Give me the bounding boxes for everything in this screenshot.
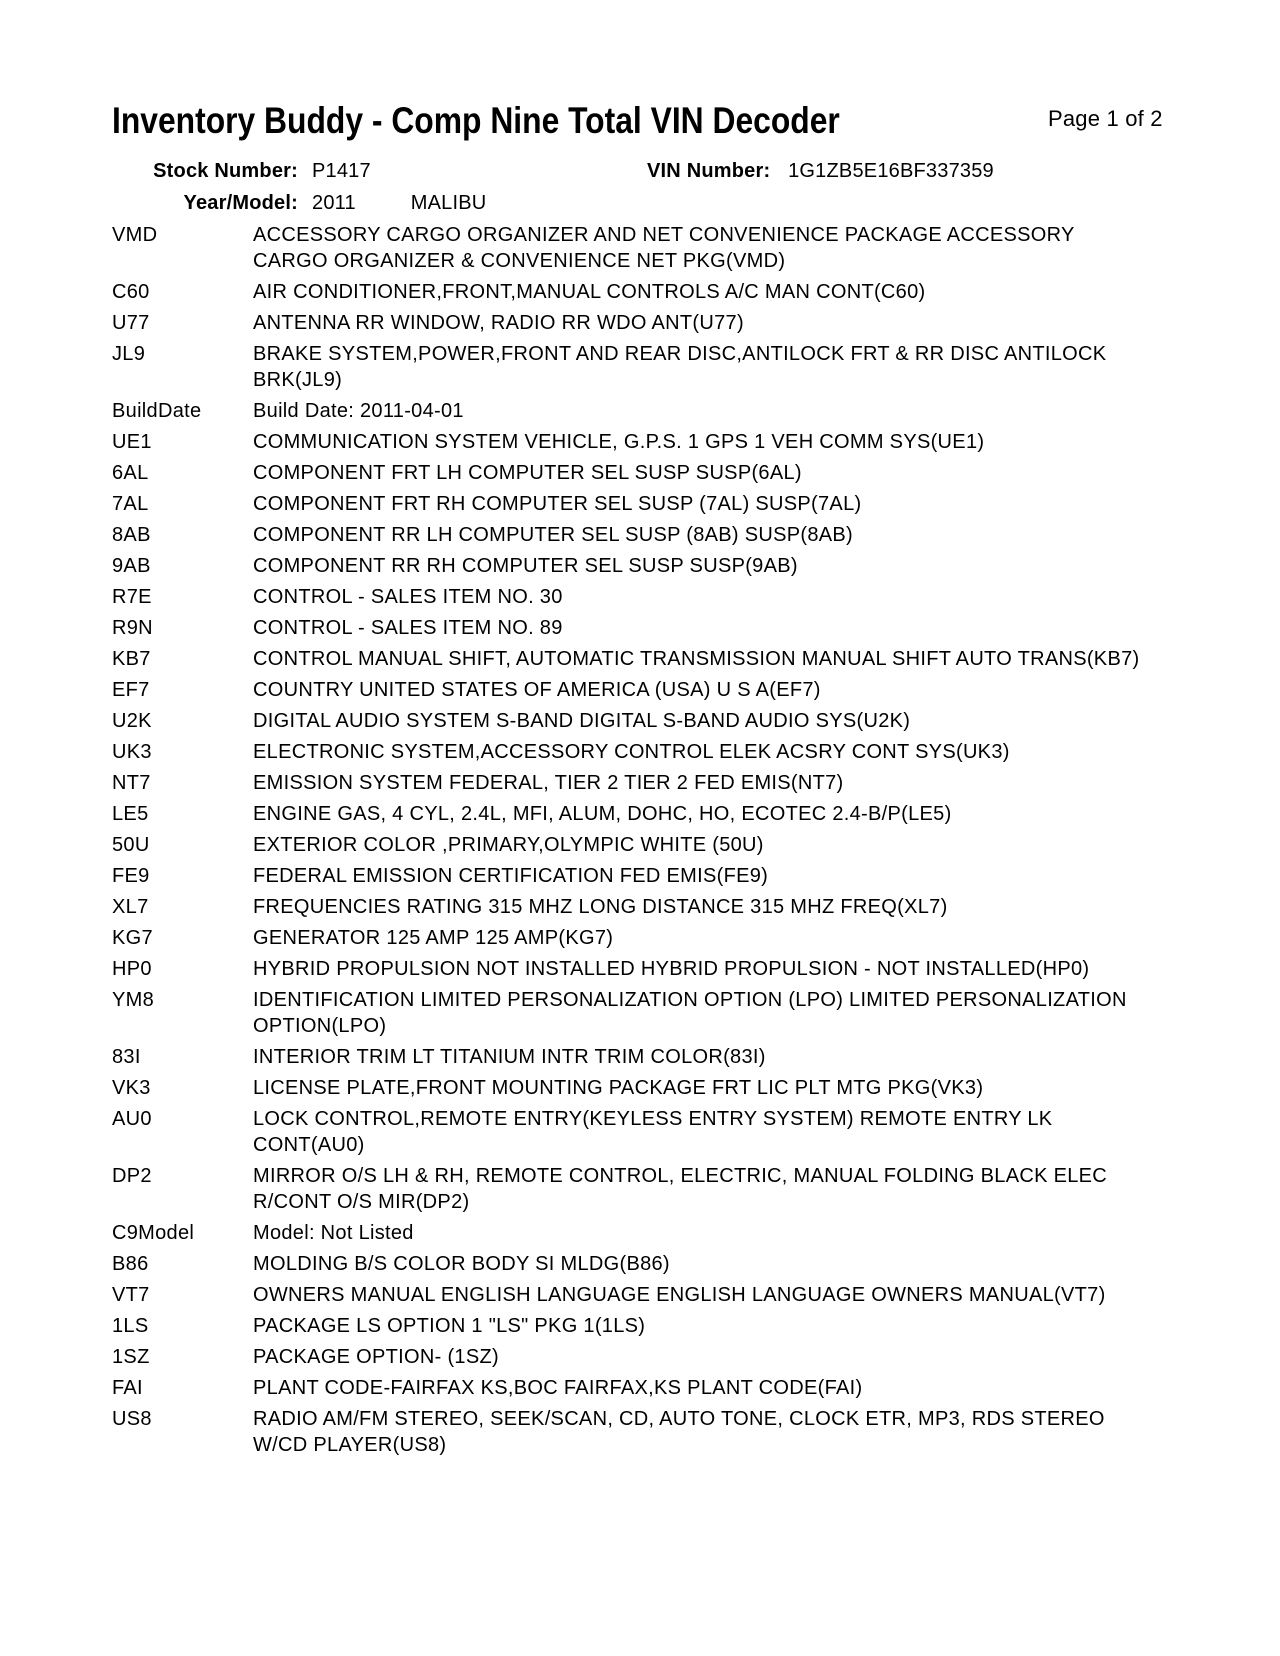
option-code: KB7 xyxy=(112,648,151,670)
vin-group xyxy=(647,158,994,184)
option-row xyxy=(112,894,1143,920)
option-code: U2K xyxy=(112,710,152,732)
option-code: 7AL xyxy=(112,493,149,515)
option-code: R9N xyxy=(112,617,153,639)
vin-label: VIN Number: xyxy=(647,160,771,182)
option-code: 1LS xyxy=(112,1315,149,1337)
option-description: ANTENNA RR WINDOW, RADIO RR WDO ANT(U77) xyxy=(253,312,744,334)
option-row xyxy=(112,1075,1143,1101)
option-row xyxy=(112,925,1143,951)
option-row xyxy=(112,310,1143,336)
option-description: LOCK CONTROL,REMOTE ENTRY(KEYLESS ENTRY SYSTEM) REMOTE ENTRY LK CONT(AU0) xyxy=(253,1108,1053,1156)
option-row xyxy=(112,770,1143,796)
option-code: 6AL xyxy=(112,462,149,484)
option-code: FE9 xyxy=(112,865,150,887)
option-description: GENERATOR 125 AMP 125 AMP(KG7) xyxy=(253,927,614,949)
option-code: B86 xyxy=(112,1253,149,1275)
option-code: U77 xyxy=(112,312,150,334)
option-row xyxy=(112,1044,1143,1070)
vin-value: 1G1ZB5E16BF337359 xyxy=(788,160,994,182)
option-row xyxy=(112,341,1143,393)
option-code: EF7 xyxy=(112,679,150,701)
option-code: 50U xyxy=(112,834,150,856)
option-description: LICENSE PLATE,FRONT MOUNTING PACKAGE FRT LIC PLT MTG PKG(VK3) xyxy=(253,1077,984,1099)
option-description: DIGITAL AUDIO SYSTEM S-BAND DIGITAL S-BAND AUDIO SYS(U2K) xyxy=(253,710,911,732)
option-row xyxy=(112,1220,1143,1246)
option-row xyxy=(112,1251,1143,1277)
option-row xyxy=(112,1406,1143,1458)
option-code: VMD xyxy=(112,224,158,246)
option-code: C60 xyxy=(112,281,150,303)
option-code: FAI xyxy=(112,1377,143,1399)
option-description: MOLDING B/S COLOR BODY SI MLDG(B86) xyxy=(253,1253,670,1275)
options-list xyxy=(112,222,1143,1463)
option-row xyxy=(112,1282,1143,1308)
option-code: DP2 xyxy=(112,1165,152,1187)
option-code: LE5 xyxy=(112,803,149,825)
option-description: FREQUENCIES RATING 315 MHZ LONG DISTANCE 315 MHZ FREQ(XL7) xyxy=(253,896,948,918)
option-row xyxy=(112,739,1143,765)
option-code: 83I xyxy=(112,1046,141,1068)
option-code: VK3 xyxy=(112,1077,151,1099)
option-description: ACCESSORY CARGO ORGANIZER AND NET CONVENIENCE PACKAGE ACCESSORY CARGO ORGANIZER & CONVENIENCE NET PKG(VMD) xyxy=(253,224,1075,272)
option-description: FEDERAL EMISSION CERTIFICATION FED EMIS(FE9) xyxy=(253,865,769,887)
option-row xyxy=(112,1313,1143,1339)
option-description: COMPONENT RR RH COMPUTER SEL SUSP SUSP(9AB) xyxy=(253,555,798,577)
option-row xyxy=(112,677,1143,703)
option-description: ELECTRONIC SYSTEM,ACCESSORY CONTROL ELEK ACSRY CONT SYS(UK3) xyxy=(253,741,1010,763)
option-code: KG7 xyxy=(112,927,153,949)
option-row xyxy=(112,553,1143,579)
option-code: YM8 xyxy=(112,989,155,1011)
option-code: NT7 xyxy=(112,772,151,794)
option-description: OWNERS MANUAL ENGLISH LANGUAGE ENGLISH LANGUAGE OWNERS MANUAL(VT7) xyxy=(253,1284,1106,1306)
option-code: US8 xyxy=(112,1408,152,1430)
option-row xyxy=(112,1375,1143,1401)
option-code: AU0 xyxy=(112,1108,152,1130)
option-code: VT7 xyxy=(112,1284,150,1306)
option-code: HP0 xyxy=(112,958,152,980)
stock-number-value: P1417 xyxy=(312,160,371,182)
option-row xyxy=(112,1163,1143,1215)
model-value: MALIBU xyxy=(410,192,487,214)
vehicle-info-section xyxy=(112,158,1222,222)
year-model-label: Year/Model: xyxy=(183,192,298,214)
option-code: 9AB xyxy=(112,555,151,577)
option-row xyxy=(112,429,1143,455)
option-description: EMISSION SYSTEM FEDERAL, TIER 2 TIER 2 FED EMIS(NT7) xyxy=(253,772,844,794)
option-row xyxy=(112,522,1143,548)
option-code: UK3 xyxy=(112,741,152,763)
option-row xyxy=(112,863,1143,889)
option-description: EXTERIOR COLOR ,PRIMARY,OLYMPIC WHITE (50U) xyxy=(253,834,764,856)
option-description: INTERIOR TRIM LT TITANIUM INTR TRIM COLOR(83I) xyxy=(253,1046,766,1068)
option-row xyxy=(112,222,1143,274)
option-description: COMMUNICATION SYSTEM VEHICLE, G.P.S. 1 GPS 1 VEH COMM SYS(UE1) xyxy=(253,431,985,453)
option-code: BuildDate xyxy=(112,400,202,422)
option-row xyxy=(112,584,1143,610)
option-description: PACKAGE LS OPTION 1 "LS" PKG 1(1LS) xyxy=(253,1315,646,1337)
option-row xyxy=(112,615,1143,641)
option-description: BRAKE SYSTEM,POWER,FRONT AND REAR DISC,ANTILOCK FRT & RR DISC ANTILOCK BRK(JL9) xyxy=(253,343,1107,391)
stock-number-label: Stock Number: xyxy=(153,160,298,182)
option-row xyxy=(112,987,1143,1039)
option-row xyxy=(112,279,1143,305)
option-row xyxy=(112,460,1143,486)
option-row xyxy=(112,832,1143,858)
option-row xyxy=(112,398,1143,424)
stock-number-row xyxy=(112,158,1222,184)
option-description: Model: Not Listed xyxy=(253,1222,414,1244)
option-row xyxy=(112,1344,1143,1370)
option-code: UE1 xyxy=(112,431,152,453)
option-code: 1SZ xyxy=(112,1346,150,1368)
option-description: COMPONENT FRT RH COMPUTER SEL SUSP (7AL) SUSP(7AL) xyxy=(253,493,862,515)
option-row xyxy=(112,646,1143,672)
option-description: MIRROR O/S LH & RH, REMOTE CONTROL, ELECTRIC, MANUAL FOLDING BLACK ELEC R/CONT O/S MIR(DP2) xyxy=(253,1165,1108,1213)
option-description: IDENTIFICATION LIMITED PERSONALIZATION OPTION (LPO) LIMITED PERSONALIZATION OPTION(LPO) xyxy=(253,989,1127,1037)
option-code: XL7 xyxy=(112,896,149,918)
page-number-indicator: Page 1 of 2 xyxy=(1048,106,1163,131)
option-description: AIR CONDITIONER,FRONT,MANUAL CONTROLS A/C MAN CONT(C60) xyxy=(253,281,926,303)
option-description: CONTROL - SALES ITEM NO. 30 xyxy=(253,586,563,608)
page-title: Inventory Buddy - Comp Nine Total VIN Decoder xyxy=(112,100,840,141)
year-model-row xyxy=(112,190,1222,216)
option-row xyxy=(112,1106,1143,1158)
option-code: 8AB xyxy=(112,524,151,546)
option-code: R7E xyxy=(112,586,152,608)
year-value: 2011 xyxy=(312,192,356,214)
option-description: COMPONENT RR LH COMPUTER SEL SUSP (8AB) SUSP(8AB) xyxy=(253,524,854,546)
option-description: RADIO AM/FM STEREO, SEEK/SCAN, CD, AUTO TONE, CLOCK ETR, MP3, RDS STEREO W/CD PLAYER(US8) xyxy=(253,1408,1105,1456)
option-description: COUNTRY UNITED STATES OF AMERICA (USA) U S A(EF7) xyxy=(253,679,821,701)
option-row xyxy=(112,801,1143,827)
option-code: JL9 xyxy=(112,343,146,365)
option-row xyxy=(112,491,1143,517)
option-description: HYBRID PROPULSION NOT INSTALLED HYBRID PROPULSION - NOT INSTALLED(HP0) xyxy=(253,958,1090,980)
option-code: C9Model xyxy=(112,1222,195,1244)
option-row xyxy=(112,708,1143,734)
option-description: PLANT CODE-FAIRFAX KS,BOC FAIRFAX,KS PLANT CODE(FAI) xyxy=(253,1377,863,1399)
option-description: ENGINE GAS, 4 CYL, 2.4L, MFI, ALUM, DOHC, HO, ECOTEC 2.4-B/P(LE5) xyxy=(253,803,952,825)
option-description: CONTROL - SALES ITEM NO. 89 xyxy=(253,617,563,639)
option-description: PACKAGE OPTION- (1SZ) xyxy=(253,1346,499,1368)
option-description: CONTROL MANUAL SHIFT, AUTOMATIC TRANSMISSION MANUAL SHIFT AUTO TRANS(KB7) xyxy=(253,648,1140,670)
option-row xyxy=(112,956,1143,982)
option-description: COMPONENT FRT LH COMPUTER SEL SUSP SUSP(6AL) xyxy=(253,462,802,484)
option-description: Build Date: 2011-04-01 xyxy=(253,400,464,422)
year-model-value xyxy=(312,190,486,216)
